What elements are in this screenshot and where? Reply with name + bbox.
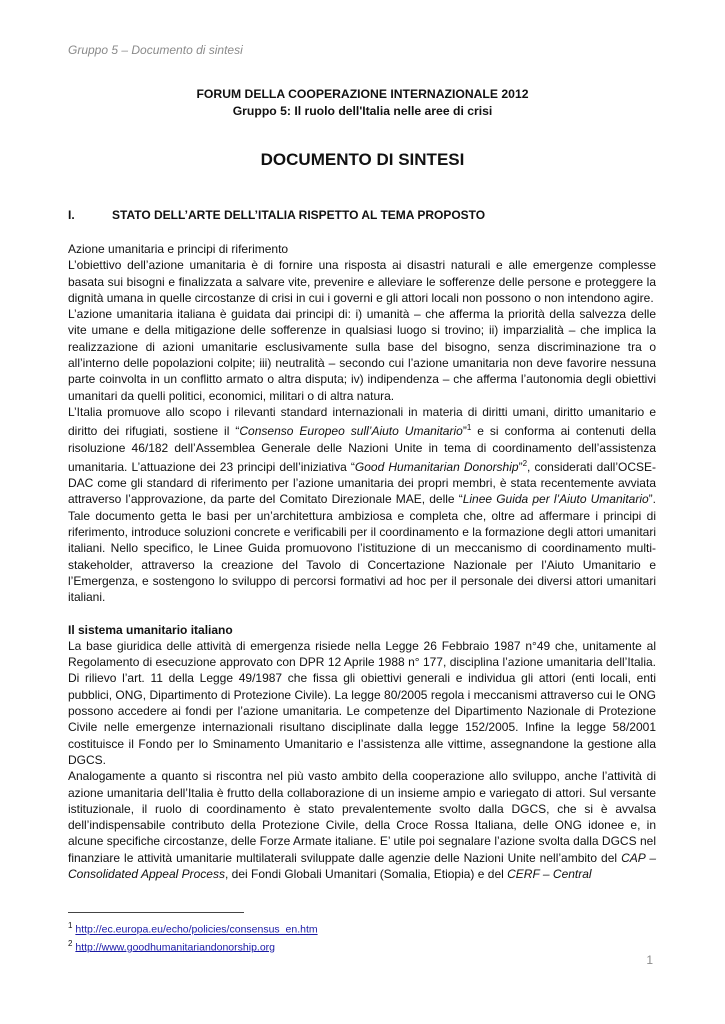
italic-text: Good Humanitarian Donorship: [354, 459, 519, 474]
footnote-ref: 1: [466, 423, 472, 433]
footnote-ref: 2: [522, 458, 528, 468]
paragraph: L’azione umanitaria italiana è guidata dai principi di: i) umanità – che afferma la priorità della salvezza delle vite umane e della mitigazione delle sofferenze in qualsiasi luogo si trovino; ii) imparzialità – che implica la realizzazione di azioni umanitarie esclusivamente sulla base del bisogno, senza discriminazione tra o all’interno delle popolazioni colpite; iii) neutralità – secondo cui l’azione umanitaria non deve favorire nessuna parte coinvolta in un conflitto armato o altra disputa; iv) indipendenza – che afferma l’autonomia degli obiettivi umanitari da quelli politici, economici, militari o di altra natura.: [68, 307, 656, 403]
running-header: Gruppo 5 – Documento di sintesi: [68, 43, 243, 57]
paragraph: L’obiettivo dell’azione umanitaria è di fornire una risposta ai disastri naturali e alle emergenze complesse basata sui bisogni e finalizzata a salvare vite, prevenire e alleviare le sofferenze delle persone e proteggere la dignità umana in quelle circostanze di crisi in cui i governi e gli attori locali non possono o non intendono agire.: [68, 258, 656, 305]
section-title: STATO DELL’ARTE DELL’ITALIA RISPETTO AL TEMA PROPOSTO: [112, 208, 486, 222]
paragraph: La base giuridica delle attività di emergenza risiede nella Legge 26 Febbraio 1987 n°49 che, unitamente al Regolamento di esecuzione approvato con DPR 12 Aprile 1988 n° 177, disciplina l’azione umanitaria dell’Italia. Di rilievo l’art. 11 della Legge 49/1987 che fissa gli obiettivi generali e individua gli attori (enti locali, enti pubblici, ONG, Dipartimento di Protezione Civile). La legge 80/2005 regola i meccanismi attraverso cui le ONG possono accedere ai fondi per l’azione umanitaria. Le competenze del Dipartimento Nazionale di Protezione Civile nelle emergenze internazionali risultano disciplinate dalla legge 152/2005. Infine la legge 58/2001 costituisce il Fondo per lo Sminamento Umanitario e l’assistenza alle vittime, assegnandone la gestione alla DGCS.: [68, 638, 656, 767]
footnote-link[interactable]: http://www.goodhumanitariandonorship.org: [75, 941, 275, 953]
footnote-link[interactable]: http://ec.europa.eu/echo/policies/consensus_en.htm: [75, 923, 318, 936]
footnotes: [68, 919, 318, 954]
document-body: [68, 241, 656, 882]
footnote: [68, 919, 318, 937]
italic-text: CAP – Consolidated Appeal Process: [68, 850, 656, 881]
footnote-number: 1: [68, 921, 73, 930]
italic-text: CERF – Central: [507, 866, 592, 881]
forum-title: FORUM DELLA COOPERAZIONE INTERNAZIONALE 2012: [196, 87, 529, 101]
group-title: Gruppo 5: Il ruolo dell'Italia nelle aree di crisi: [232, 104, 493, 118]
footnote-number: 2: [68, 938, 73, 948]
subheading-italian-system: Il sistema umanitario italiano: [68, 622, 233, 637]
italic-text: Linee Guida per l’Aiuto Umanitario: [462, 492, 649, 507]
document-title: DOCUMENTO DI SINTESI: [260, 150, 465, 169]
page-number: 1: [646, 953, 653, 967]
section-heading: [68, 208, 668, 222]
paragraph: L’Italia promuove allo scopo i rilevanti standard internazionali in materia di diritti umani, diritto umanitario e diritto dei rifugiati, sostiene il “Consenso Europeo sull’Aiuto Umanitario”$^1$ e si conforma ai contenuti della risoluzione 46/182 dell’Assemblea Generale delle Nazioni Unite in tema di coordinamento dell’assistenza umanitaria. L’attuazione dei 23 principi dell’iniziativa “Good Humanitarian Donorship”$^2$, considerati dall’OCSE-DAC come gli standard di riferimento per l’azione umanitaria dei propri membri, è stata recentemente avviata attraverso l’approvazione, da parte del Comitato Direzionale MAE, delle “Linee Guida per l’Aiuto Umanitario”. Tale documento getta le basi per un’architettura ambiziosa e completa che, oltre ad affermare i principi di riferimento, introduce soluzioni concrete e verificabili per il coordinamento e la formazione degli attori umanitari italiani. Nello specifico, le Linee Guida promuovono l’istituzione di un meccanismo di coordinamento multi-stakeholder, attraverso la creazione del Tavolo di Concertazione Nazionale per l’Aiuto Umanitario e l’Emergenza, e sostengono lo sviluppo di percorsi formativi ad hoc per il personale dei diversi attori umanitari italiani.: [68, 404, 656, 605]
title-block: [0, 86, 725, 120]
subheading-humanitarian-action: Azione umanitaria e principi di riferimento: [68, 242, 289, 256]
section-number: I.: [68, 208, 75, 222]
footnote-divider: [68, 912, 244, 913]
italic-text: Consenso Europeo sull’Aiuto Umanitario: [239, 424, 463, 439]
footnote: [68, 937, 318, 955]
paragraph: Analogamente a quanto si riscontra nel più vasto ambito della cooperazione allo sviluppo, anche l’attività di azione umanitaria dell’Italia è frutto della collaborazione di un insieme ampio e variegato di attori. Sul versante istituzionale, il ruolo di coordinamento è stato prevalentemente svolto dalla DGCS, che si è avvalsa dell’indispensabile contributo della Protezione Civile, della Croce Rossa Italiana, delle ONG idonee e, in alcune specifiche circostanze, delle Forze Armate italiane. E’ utile poi segnalare l’azione svolta dalla DGCS nel finanziare le attività umanitarie multilaterali sviluppate dalle agenzie delle Nazioni Unite nell’ambito del CAP – Consolidated Appeal Process, dei Fondi Globali Umanitari (Somalia, Etiopia) e del CERF – Central: [68, 769, 656, 881]
